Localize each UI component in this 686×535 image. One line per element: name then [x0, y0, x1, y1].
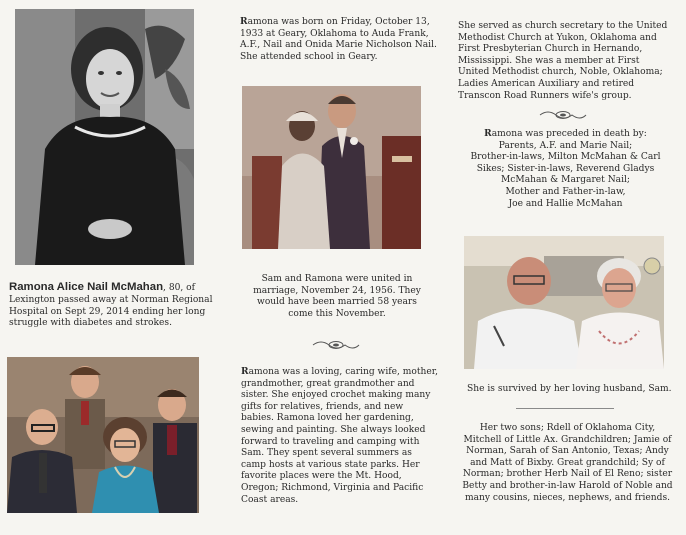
family-line: and Matt of Bixby. Great grandchild; Sy of [470, 457, 665, 468]
preceded-line: Joe and Hallie McMahan [508, 198, 623, 209]
family-line: Mitchell of Little Ax. Grandchildren; Jamie of [463, 434, 672, 445]
church-paragraph: She served as church secretary to the United Methodist Church at Yukon, Oklahoma and First Presbyterian Church in Hernando, Mississippi. She was a member at First United Methodist church, Noble, Oklahoma; Ladies American Auxiliary and retired Transcon Road Runners wife's group. [458, 21, 668, 101]
family-line: Her two sons; Rdell of Oklahoma City, [479, 423, 656, 433]
marriage-paragraph: Sam and Ramona were united in marriage, November 24, 1956. They would have been married 58 years come this November. [253, 274, 421, 319]
couple-photo [464, 236, 664, 369]
preceded-line: McMahan & Margaret Nail; [500, 175, 630, 186]
birth-paragraph [240, 16, 440, 63]
family-line: Norman, Sarah of San Antonio, Texas; Andy [466, 446, 669, 457]
family-line: Norman; brother Herb Nail of El Reno; sister [462, 469, 673, 480]
birth-dropcap: R [240, 16, 248, 27]
divider-line [516, 408, 614, 409]
portrait-photo [15, 9, 194, 265]
survived-paragraph: She is survived by her loving husband, Sam. [467, 384, 672, 394]
preceded-heading: amona was preceded in death by: [491, 129, 647, 139]
preceded-line: Mother and Father-in-law, [505, 186, 626, 197]
life-text: amona was a loving, caring wife, mother, grandmother, great grandmother and sister. She enjoyed crochet making many gifts for relatives, friends, and new babies. Ramona loved her gardening, sewing and painting. She always looked forward to traveling and camping with Sam. They spent several summers as camp hosts at various state parks. Her favorite places were the Mt. Hood, Oregon; Richmond, Virginia and Pacific Coast areas. [241, 367, 439, 505]
birth-text: amona was born on Friday, October 13, 1933 at Geary, Oklahoma to Auda Frank, A.F., Nail and Onida Marie Nicholson Nail. She attended school in Geary. [240, 17, 437, 62]
life-dropcap: R [241, 366, 249, 377]
flourish-divider-2 [538, 109, 588, 121]
preceded-dropcap: R [484, 128, 492, 139]
preceded-line: Brother-in-laws, Milton McMahan & Carl [470, 152, 661, 163]
obituary-intro [9, 282, 214, 330]
family-line: many cousins, nieces, nephews, and friends. [464, 492, 671, 503]
life-paragraph [241, 366, 438, 506]
preceded-paragraph [458, 128, 673, 210]
family-line: Betty and brother-in-law Harold of Noble and [462, 480, 673, 491]
preceded-line: Sikes; Sister-in-laws, Reverend Gladys [476, 163, 655, 174]
family-photo [7, 357, 199, 513]
wedding-photo [242, 86, 421, 249]
deceased-name: Ramona Alice Nail McMahan [9, 281, 164, 293]
intro-text: , 80, of Lexington passed away at Norman Regional Hospital on Sept 29, 2014 ending her long struggle with diabetes and strokes. [9, 283, 213, 329]
preceded-line: Parents, A.F. and Marie Nail; [498, 140, 633, 151]
flourish-divider-1 [311, 339, 361, 351]
family-paragraph [455, 423, 680, 504]
